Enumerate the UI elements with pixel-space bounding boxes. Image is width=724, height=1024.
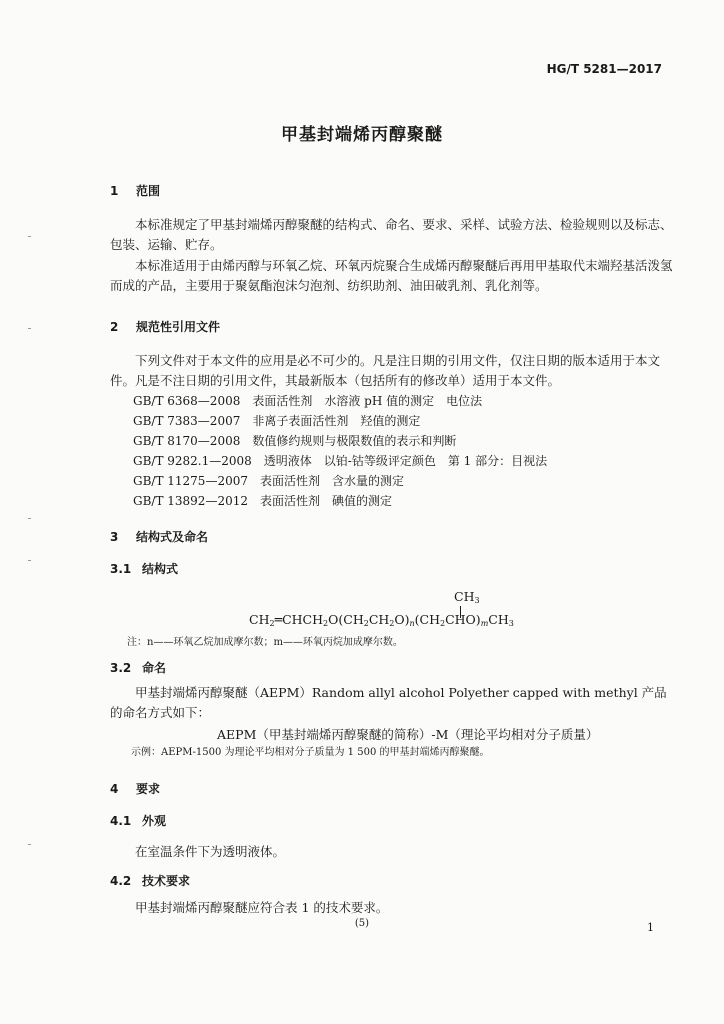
reference-item: GB/T 11275—2007 表面活性剂 含水量的测定 <box>133 474 404 488</box>
technical-requirements-text: 甲基封端烯丙醇聚醚应符合表 1 的技术要求。 <box>135 900 389 915</box>
section-3-heading <box>110 528 208 545</box>
subsection-4-2-heading <box>110 872 190 889</box>
section-number: 1 <box>110 184 119 198</box>
section-number: 4 <box>110 782 119 796</box>
standard-number: HG/T 5281—2017 <box>546 62 662 76</box>
references-intro: 下列文件对于本文件的应用是必不可少的。凡是注日期的引用文件，仅注日期的版本适用于本文件。凡是不注日期的引用文件，其最新版本（包括所有的修改单）适用于本文件。 <box>110 353 661 388</box>
formula-note: 注：n——环氧乙烷加成摩尔数；m——环氧丙烷加成摩尔数。 <box>127 637 403 648</box>
naming-example: 示例：AEPM-1500 为理论平均相对分子质量为 1 500 的甲基封端烯丙醇聚醚。 <box>131 747 490 758</box>
scan-mark <box>28 560 31 561</box>
section-number: 3 <box>110 530 119 544</box>
subsection-4-1-heading <box>110 812 166 829</box>
naming-paragraph: 甲基封端烯丙醇聚醚（AEPM）Random allyl alcohol Polyether capped with methyl 产品的命名方式如下： <box>110 685 667 720</box>
reference-item: GB/T 9282.1—2008 透明液体 以铂-钴等级评定颜色 第 1 部分：目视法 <box>133 454 548 468</box>
section-title: 命名 <box>142 661 167 675</box>
reference-item: GB/T 6368—2008 表面活性剂 水溶液 pH 值的测定 电位法 <box>133 394 483 408</box>
page-number: 1 <box>647 921 654 934</box>
reference-item: GB/T 8170—2008 数值修约规则与极限数值的表示和判断 <box>133 434 457 448</box>
section-number: 2 <box>110 320 119 334</box>
section-number: 4.1 <box>110 814 132 828</box>
section-1-heading <box>110 182 160 199</box>
section-title: 结构式 <box>142 562 179 576</box>
subsection-3-2-heading <box>110 659 166 676</box>
section-title: 范围 <box>136 184 161 198</box>
section-number: 3.2 <box>110 661 132 675</box>
section-4-heading <box>110 780 160 797</box>
section-title: 技术要求 <box>142 874 191 888</box>
appearance-text: 在室温条件下为透明液体。 <box>135 844 286 859</box>
section-number: 4.2 <box>110 874 132 888</box>
scan-mark <box>28 844 31 845</box>
section-title: 结构式及命名 <box>136 530 209 544</box>
scope-paragraph-1: 本标准规定了甲基封端烯丙醇聚醚的结构式、命名、要求、采样、试验方法、检验规则以及标志、包装、运输、贮存。 <box>110 217 673 252</box>
scope-paragraph-2: 本标准适用于由烯丙醇与环氧乙烷、环氧丙烷聚合生成烯丙醇聚醚后再用甲基取代末端羟基活泼氢而成的产品，主要用于聚氨酯泡沫匀泡剂、纺织助剂、油田破乳剂、乳化剂等。 <box>110 258 673 293</box>
reference-item: GB/T 13892—2012 表面活性剂 碘值的测定 <box>133 494 392 508</box>
section-2-heading <box>110 318 220 335</box>
scan-mark <box>28 236 31 237</box>
scan-mark <box>28 518 31 519</box>
reference-item: GB/T 7383—2007 非离子表面活性剂 羟值的测定 <box>133 414 421 428</box>
formula-methyl-branch: $CH_3$ <box>454 589 480 605</box>
section-title: 要求 <box>136 782 161 796</box>
footer-page-marker: (5) <box>354 918 370 929</box>
section-title: 外观 <box>142 814 167 828</box>
section-number: 3.1 <box>110 562 132 576</box>
section-title: 规范性引用文件 <box>136 320 221 334</box>
document-title: 甲基封端烯丙醇聚醚 <box>281 125 443 145</box>
scan-mark <box>28 328 31 329</box>
structural-formula: $CH_2═CHCH_2O(CH_2CH_2O)_n(CH_2CHO)_mCH_3$ <box>249 612 514 628</box>
naming-format: AEPM（甲基封端烯丙醇聚醚的简称）-M（理论平均相对分子质量） <box>217 727 599 742</box>
subsection-3-1-heading <box>110 560 178 577</box>
